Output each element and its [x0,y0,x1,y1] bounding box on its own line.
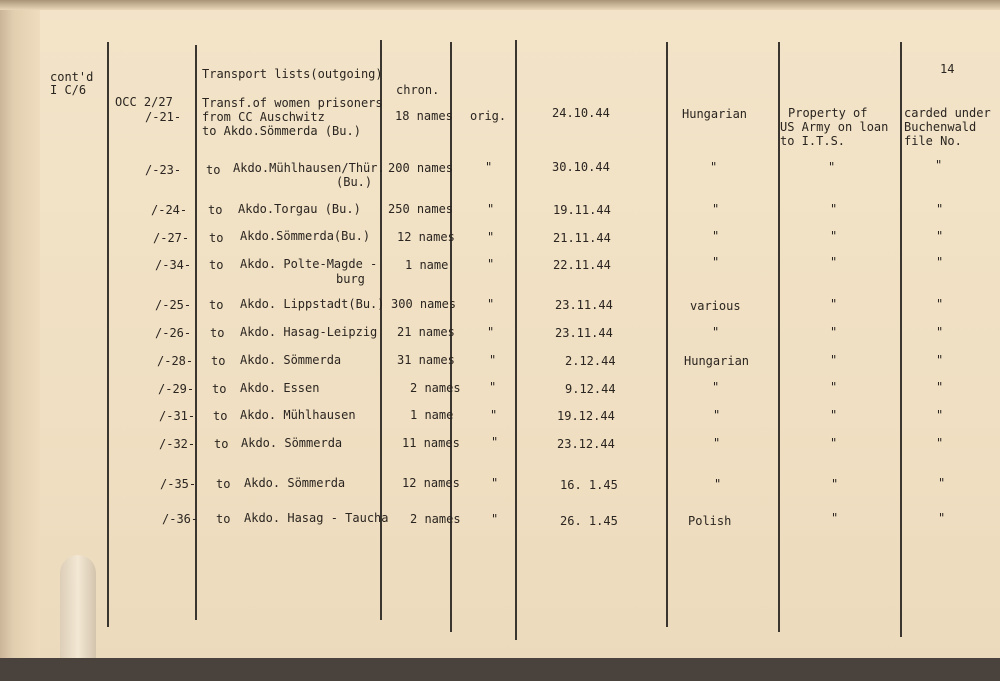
row-property: " [830,325,838,339]
column-rule [195,45,197,620]
row-number: /-21- [145,110,182,124]
row-orig: " [487,202,495,216]
row-carded: " [935,158,943,172]
row-nationality: " [713,436,721,450]
row-destination: Akdo. Hasag - Taucha [244,511,389,525]
row-destination: Akdo.Mühlhausen/Thür. [233,161,385,175]
row-date: 2.12.44 [565,354,616,368]
row-property: " [830,380,838,394]
description-line3: to Akdo.Sömmerda (Bu.) [202,124,361,138]
row-carded: " [936,255,944,269]
row-nationality: Hungarian [684,354,750,368]
row-date: 16. 1.45 [560,478,618,492]
row-names: 1 name [405,258,449,272]
row-carded: " [938,511,946,525]
row-destination: Akdo. Sömmerda [244,476,346,490]
row-nationality: " [714,477,722,491]
row-number: /-36- [162,512,199,526]
row-destination: Akdo. Lippstadt(Bu.) [240,297,385,311]
row-to: to [216,512,231,526]
row-names: 31 names [397,353,455,367]
row-property: " [831,511,839,525]
row-orig: " [491,512,499,526]
row-destination: Akdo. Mühlhausen [240,408,356,422]
column-rule [900,42,902,637]
row-number: /-35- [160,477,197,491]
row-carded: " [936,408,944,422]
row-carded: " [936,229,944,243]
row-orig: " [487,230,495,244]
row-number: /-27- [153,231,190,245]
row-names: 200 names [388,161,454,175]
row-carded: " [936,380,944,394]
row-nationality: Polish [688,514,732,528]
property-line3: to I.T.S. [780,134,846,148]
row-destination: Akdo. Hasag-Leipzig [240,325,378,339]
occ-reference: OCC 2/27 [115,95,173,109]
row-to: to [211,354,226,368]
row-date: 21.11.44 [553,231,611,245]
row-names: 11 names [402,436,460,450]
row-destination: Akdo. Sömmerda [240,353,342,367]
row-number: /-24- [151,203,188,217]
row-date: 22.11.44 [553,258,611,272]
row-to: to [214,437,229,451]
row-date: 19.11.44 [553,203,611,217]
row-date: 23.11.44 [555,326,613,340]
row-property: " [830,255,838,269]
row-destination: Akdo. Sömmerda [241,436,343,450]
row-names: 21 names [397,325,455,339]
row-orig: orig. [470,109,507,123]
row-property: " [830,353,838,367]
row-property: " [830,229,838,243]
row-nationality: " [712,255,720,269]
row-names: 2 names [410,381,461,395]
property-line1: Property of [788,106,868,120]
row-orig: " [491,476,499,490]
row-carded: " [936,353,944,367]
row-to: to [212,382,227,396]
row-number: /-26- [155,326,192,340]
row-property: " [830,297,838,311]
row-orig: " [489,353,497,367]
chron-label: chron. [396,83,440,97]
row-names: 18 names [395,109,453,123]
column-rule [380,40,382,620]
row-carded: " [938,476,946,490]
carded-line1: carded under [904,106,991,120]
description-line2: from CC Auschwitz [202,110,325,124]
row-nationality: " [713,408,721,422]
page-top-edge [0,0,1000,10]
row-date: 23.11.44 [555,298,613,312]
row-destination: Akdo.Torgau (Bu.) [238,202,361,216]
row-destination-cont: burg [336,272,365,286]
row-date: 19.12.44 [557,409,615,423]
row-number: /-32- [159,437,196,451]
row-carded: " [936,325,944,339]
row-orig: " [485,160,493,174]
row-nationality: " [712,229,720,243]
cont-note: cont'd [50,70,94,84]
row-to: to [209,258,224,272]
row-nationality: " [712,202,720,216]
row-orig: " [487,325,495,339]
row-property: " [830,436,838,450]
row-number: /-25- [155,298,192,312]
row-names: 12 names [397,230,455,244]
row-to: to [213,409,228,423]
row-carded: " [936,436,944,450]
row-property: " [830,202,838,216]
row-date: 23.12.44 [557,437,615,451]
row-number: /-34- [155,258,192,272]
description-line1: Transf.of women prisoners [202,96,383,110]
row-to: to [206,163,221,177]
row-to: to [208,203,223,217]
row-orig: " [491,435,499,449]
row-nationality: " [712,380,720,394]
row-date: 26. 1.45 [560,514,618,528]
row-carded: " [936,297,944,311]
row-number: /-23- [145,163,182,177]
row-names: 300 names [391,297,457,311]
row-property: " [828,160,836,174]
row-destination: Akdo.Sömmerda(Bu.) [240,229,371,243]
row-date: 9.12.44 [565,382,616,396]
row-names: 12 names [402,476,460,490]
row-to: to [210,326,225,340]
row-orig: " [490,408,498,422]
list-title: Transport lists(outgoing) [202,67,383,81]
row-number: /-28- [157,354,194,368]
property-line2: US Army on loan [780,120,889,134]
row-to: to [209,231,224,245]
column-rule [515,40,517,640]
row-destination: Akdo. Polte-Magde - [240,257,378,271]
row-to: to [209,298,224,312]
row-property: " [831,477,839,491]
row-number: /-31- [159,409,196,423]
row-names: 2 names [410,512,461,526]
row-names: 1 name [410,408,454,422]
row-nationality: " [710,160,718,174]
column-rule [666,42,668,627]
series-note: I C/6 [50,83,87,97]
background-surface [0,658,1000,681]
row-names: 250 names [388,202,454,216]
row-nationality: Hungarian [682,107,748,121]
row-destination: Akdo. Essen [240,381,320,395]
row-orig: " [487,257,495,271]
row-nationality: various [690,299,741,313]
row-carded: " [936,202,944,216]
row-nationality: " [712,325,720,339]
carded-line3: file No. [904,134,962,148]
page-number: 14 [940,62,955,76]
row-to: to [216,477,231,491]
row-date: 24.10.44 [552,106,610,120]
row-orig: " [489,380,497,394]
row-date: 30.10.44 [552,160,610,174]
row-destination-cont: (Bu.) [336,175,373,189]
page-binding [0,0,40,681]
row-property: " [830,408,838,422]
row-number: /-29- [158,382,195,396]
carded-line2: Buchenwald [904,120,977,134]
row-orig: " [487,297,495,311]
column-rule [107,42,109,627]
